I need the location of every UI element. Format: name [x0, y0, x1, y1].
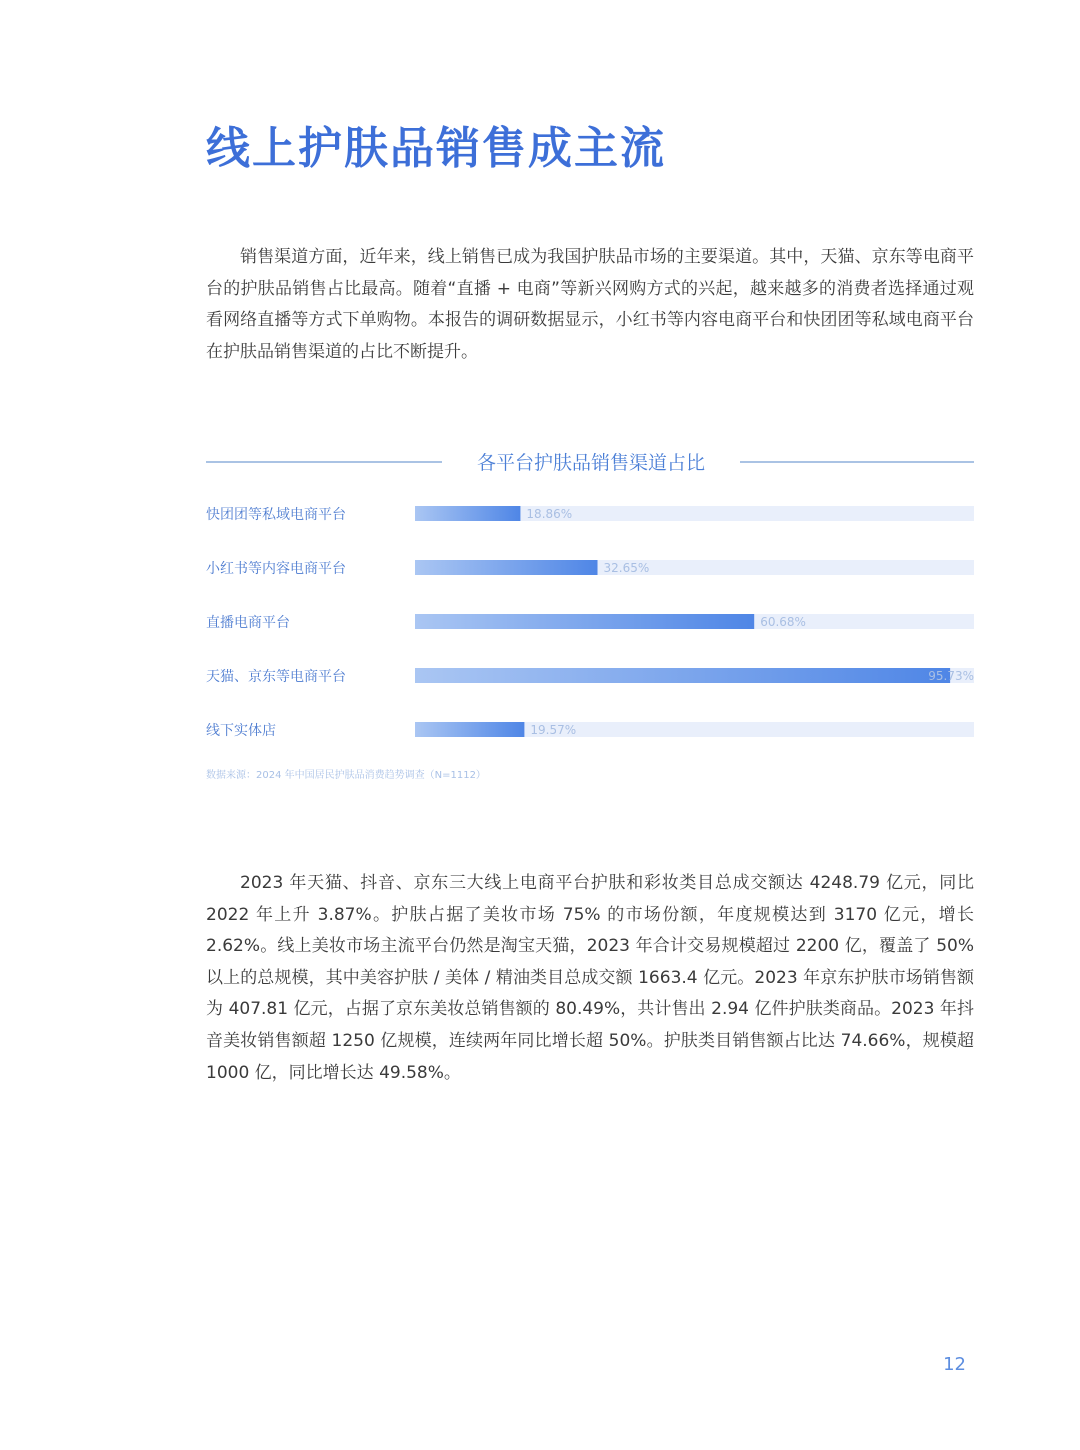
category-label: 直播电商平台 [206, 615, 290, 631]
bar [415, 722, 524, 737]
bar [415, 668, 950, 683]
chart-title-rule-left [206, 461, 442, 463]
value-label: 18.86% [526, 507, 573, 521]
bar-chart-plot [206, 490, 974, 750]
chart-title-rule-right [740, 461, 974, 463]
channel-share-chart [206, 440, 974, 790]
bar [415, 560, 598, 575]
value-label: 19.57% [530, 723, 577, 737]
category-label: 小红书等内容电商平台 [206, 561, 346, 577]
bar [415, 506, 520, 521]
category-label: 快团团等私域电商平台 [206, 507, 346, 523]
page-number: 12 [943, 1354, 966, 1375]
category-label: 线下实体店 [206, 723, 276, 739]
value-label: 32.65% [603, 561, 650, 575]
market-paragraph: 2023 年天猫、抖音、京东三大线上电商平台护肤和彩妆类目总成交额达 4248.79 亿元，同比 2022 年上升 3.87%。护肤占据了美妆市场 75% 的市场份额，年度规模达到 3170 亿元，增长 2.62%。线上美妆市场主流平台仍然是淘宝天猫，2023 年合计交易规模超过 2200 亿，覆盖了 50% 以上的总规模，其中美容护肤 / 美体 / 精油类目总成交额 1663.4 亿元。2023 年京东护肤市场销售额为 407.81 亿元，占据了京东美妆总销售额的 80.49%，共计售出 2.94 亿件护肤类商品。2023 年抖音美妆销售额超 1250 亿规模，连续两年同比增长超 50%。护肤类目销售额占比达 74.66%，规模超 1000 亿，同比增长达 49.58%。 [206, 873, 974, 1083]
category-label: 天猫、京东等电商平台 [206, 669, 346, 685]
value-label: 60.68% [760, 615, 806, 629]
chart-source-note: 数据来源：2024 年中国居民护肤品消费趋势调查（N=1112） [206, 770, 486, 781]
bar [415, 614, 754, 629]
chart-title: 各平台护肤品销售渠道占比 [476, 452, 705, 474]
intro-paragraph: 销售渠道方面，近年来，线上销售已成为我国护肤品市场的主要渠道。其中，天猫、京东等电商平台的护肤品销售占比最高。随着“直播 + 电商”等新兴网购方式的兴起，越来越多的消费者选择通过观看网络直播等方式下单购物。本报告的调研数据显示，小红书等内容电商平台和快团团等私域电商平台在护肤品销售渠道的占比不断提升。 [206, 247, 974, 362]
page-title: 线上护肤品销售成主流 [206, 123, 666, 174]
value-label: 95.73% [928, 669, 974, 683]
